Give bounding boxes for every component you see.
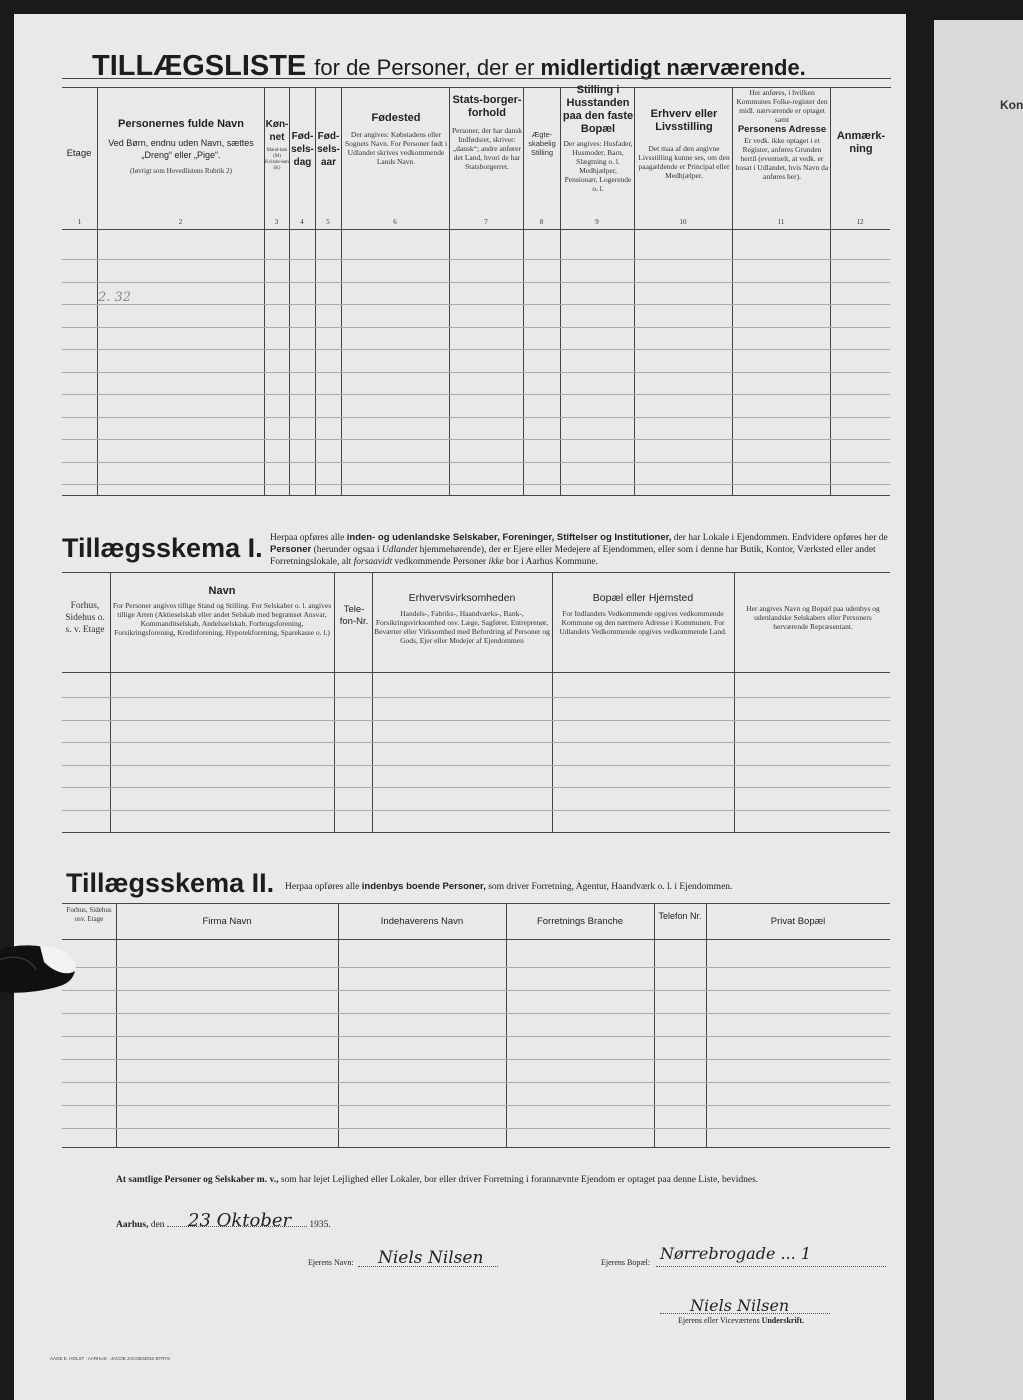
- col-marital-header: Ægte-skabelig Stilling: [528, 130, 556, 157]
- s1-col-domicile-header: Bopæl eller Hjemsted For Indlandets Vedkommende opgives vedkommende Kommune og den nærmere Adresse i Kommunen. For Udlandets Vedkommende opgives vedkommende Land.: [559, 592, 727, 636]
- rule: [62, 78, 891, 79]
- owner-name-label: Ejerens Navn:: [308, 1258, 354, 1267]
- column-divider: [830, 87, 831, 495]
- thumb-photo-artifact: [0, 940, 80, 1020]
- column-divider: [560, 87, 561, 495]
- schema2-row-rule: [62, 1082, 890, 1083]
- schema1-title: Tillægsskema I.: [62, 533, 263, 563]
- schema1-column-divider: [552, 572, 553, 832]
- schema1-row-rule: [62, 810, 890, 811]
- schema2-bottom-rule: [62, 1147, 890, 1148]
- column-divider: [634, 87, 635, 495]
- schema2-title: Tillægsskema II.: [66, 868, 275, 898]
- s2-col-private-header: Privat Bopæl: [770, 916, 826, 927]
- row-rule: [62, 327, 890, 328]
- col-birthplace-header: Fødested Der angives: Købstadens eller Sognets Navn. For Personer født i Udlandet skrives vedkommende Lands Navn.: [344, 112, 448, 166]
- column-number: 10: [679, 218, 687, 226]
- column-number: 9: [595, 218, 599, 226]
- s1-col-phone-header: Tele-fon-Nr.: [339, 604, 369, 627]
- s1-col-representative-header: Her angives Navn og Bopæl paa udenbys og udenlandske Selskabers eller Personers herværende Repræsentant.: [746, 604, 880, 631]
- schema1-row-rule: [62, 742, 890, 743]
- schema2-column-divider: [654, 903, 655, 1147]
- date-line: Aarhus, den 1935.: [116, 1220, 331, 1230]
- column-number: 7: [484, 218, 488, 226]
- s1-col-name-header: Navn For Personer angives tillige Stand og Stilling. For Selskaber o. l. angives tillige Arten (Aktieselskab eller andet Selskab med begrænset Ansvar, Kommanditselskab, Andelsselskab, Forbrugsforening, Forsikringsforening, Kreditforening, Hypotekforening, Sparekasse o. l.): [112, 585, 332, 637]
- row-rule: [62, 417, 890, 418]
- s1-col-business-header: Erhvervsvirksomheden Handels-, Fabriks-, Haandværks-, Bank-, Forsikringsvirksomhed osv. Læge, Sagfører, Entreprenør, Beværter eller Virksomhed med Befordring af Personer og Gods, Ejer eller Medejer af Ejendommen: [374, 592, 550, 645]
- attestation: At samtlige Personer og Selskaber m. v., som har lejet Lejlighed eller Lokaler, bor eller driver Forretning i forannævnte Ejendom er optaget paa denne Liste, bevidnes.: [116, 1175, 759, 1185]
- signature-label: Ejerens eller Viceværtens Underskrift.: [678, 1316, 805, 1325]
- row-rule: [62, 259, 890, 260]
- schema2-row-rule: [62, 1036, 890, 1037]
- schema2-row-rule: [62, 990, 890, 991]
- s2-col-firm-header: Firma Navn: [202, 916, 252, 927]
- schema1-row-rule: [62, 720, 890, 721]
- owner-name-handwritten: Niels Nilsen: [378, 1248, 484, 1268]
- owner-address-label: Ejerens Bopæl:: [601, 1258, 651, 1267]
- schema2-column-divider: [338, 903, 339, 1147]
- col-birthyear-header: Fød-sels-aar: [317, 131, 340, 168]
- row-rule: [62, 282, 890, 283]
- schema2-top-rule: [62, 903, 890, 904]
- date-handwritten: 23 Oktober: [188, 1210, 292, 1231]
- schema2-description: Herpaa opføres alle indenbys boende Personer, som driver Forretning, Agentur, Haandværk o. l. i Ejendommen.: [285, 881, 733, 892]
- owner-address-handwritten: Nørrebrogade ... 1: [660, 1244, 812, 1263]
- column-number: 1: [77, 218, 82, 226]
- column-number: 2: [178, 218, 183, 226]
- row-rule: [62, 372, 890, 373]
- schema1-header-rule: [62, 672, 890, 673]
- col-etage-header: Etage: [66, 148, 92, 159]
- owner-address-line: [656, 1266, 886, 1267]
- title-bold: midlertidigt nærværende.: [540, 55, 806, 80]
- col-citizenship-header: Stats-borger-forhold Personer, der har dansk Indfødsret, skriver: „dansk“; andre anfører det Land, hvori de har Statsborgerret.: [451, 94, 523, 171]
- next-page-edge: [934, 20, 1023, 1400]
- row-rule: [62, 349, 890, 350]
- s1-col-floor-header: Forhus, Sidehus o. s. v. Etage: [65, 601, 105, 635]
- next-page-text: Kon: [1000, 98, 1023, 112]
- signature-line: [660, 1313, 830, 1314]
- schema2-column-divider: [506, 903, 507, 1147]
- schema2-column-divider: [706, 903, 707, 1147]
- column-number: 8: [539, 218, 544, 226]
- schema1-bottom-rule: [62, 832, 890, 833]
- column-number: 3: [274, 218, 279, 226]
- schema1-column-divider: [110, 572, 111, 832]
- column-number: 6: [393, 218, 397, 226]
- schema2-row-rule: [62, 1128, 890, 1129]
- schema1-top-rule: [62, 572, 890, 573]
- printer-imprint: AAGE E. HOLST · AARHUS · JACOB JACOBSENS BTRYK: [50, 1356, 171, 1361]
- schema2-row-rule: [62, 1013, 890, 1014]
- header-bottom-rule: [62, 229, 890, 230]
- row-rule: [62, 462, 890, 463]
- schema1-description: Herpaa opføres alle inden- og udenlandske Selskaber, Foreninger, Stiftelser og Institutioner, der har Lokale i Ejendommen. Endvidere opføres her de Personer (herunder ogsaa i Udlandet hjemmehørende), der er Ejere eller Medejere af Ejendommen, eller som i denne har Butik, Kontor, Værksted eller andet Forretningslokale, alt forsaavidt vedkommende Personer ikke bor i Aarhus Kommune.: [270, 532, 888, 567]
- col-birthday-header: Fød-sels-dag: [291, 131, 314, 168]
- schema2-column-divider: [116, 903, 117, 1147]
- row-rule: [62, 484, 890, 485]
- schema1-column-divider: [334, 572, 335, 832]
- table-bottom-rule: [62, 495, 890, 496]
- schema2-row-rule: [62, 1105, 890, 1106]
- title-big: TILLÆGSLISTE: [92, 50, 307, 82]
- signature-handwritten: Niels Nilsen: [690, 1296, 790, 1315]
- col-address-header: Her anføres, i hvilken Kommunes Folke-register den midl. nærværende er optaget samt Personens Adresse Er vedk. ikke optaget i et Register, anføres Grunden hertil (eventuelt, at vedk. er bosat i Udlandet, hvis Navn da anføres her).: [735, 88, 829, 181]
- column-number: 5: [326, 218, 330, 226]
- title-pre: for de Personer, der er: [314, 55, 535, 80]
- col-occupation-header: Erhverv eller Livsstilling Det maa af den angivne Livsstilling kunne ses, om den paagældende er Principal eller Medhjælper.: [638, 108, 730, 180]
- s2-col-branch-header: Forretnings Branche: [536, 916, 624, 927]
- column-divider: [449, 87, 450, 495]
- schema2-row-rule: [62, 967, 890, 968]
- column-divider: [732, 87, 733, 495]
- column-number: 4: [300, 218, 304, 226]
- s2-col-phone-header: Telefon Nr.: [658, 911, 702, 921]
- row-rule: [62, 439, 890, 440]
- schema1-column-divider: [734, 572, 735, 832]
- column-divider: [341, 87, 342, 495]
- col-remark-header: Anmærk-ning: [836, 130, 886, 155]
- column-number: 12: [856, 218, 864, 226]
- col-sex-header: Køn-net Mand-køn (M) Kvinde-køn (K): [265, 119, 289, 171]
- schema1-column-divider: [372, 572, 373, 832]
- col-household-header: Stilling i Husstanden paa den faste Bopæl Der angives: Husfader, Husmoder, Barn, Slægtning o. l. Medhjælper, Pensionær, Logerende o. l.: [562, 84, 634, 193]
- row-rule: [62, 304, 890, 305]
- schema2-header-rule: [62, 939, 890, 940]
- row-rule: [62, 394, 890, 395]
- schema2-row-rule: [62, 1059, 890, 1060]
- s2-col-floor-header: Forhus, Sidehus osv. Etage: [66, 906, 112, 923]
- column-number: 11: [777, 218, 785, 226]
- col-name-header: Personernes fulde Navn Ved Børn, endnu uden Navn, sættes „Dreng“ eller „Pige“. (Iøvrigt som Hovedlistens Rubrik 2): [108, 118, 254, 175]
- schema1-row-rule: [62, 787, 890, 788]
- s2-col-owner-header: Indehaverens Navn: [380, 916, 464, 927]
- schema1-row-rule: [62, 697, 890, 698]
- schema1-row-rule: [62, 765, 890, 766]
- scribble: 2. 32: [98, 290, 132, 305]
